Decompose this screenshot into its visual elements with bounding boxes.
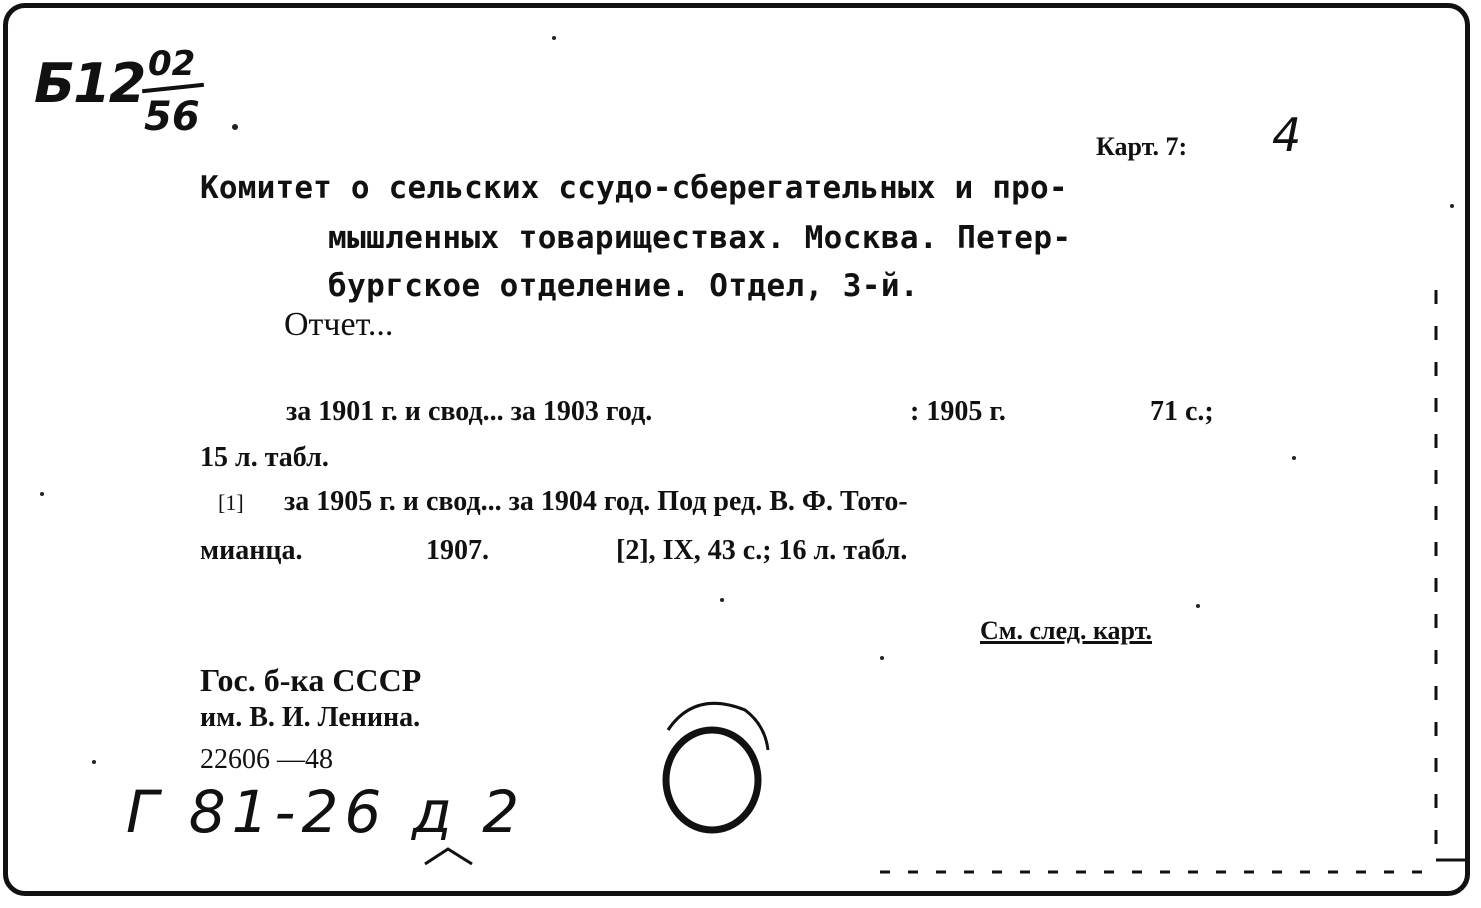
margin-dashed-line (1410, 0, 1470, 900)
heading-line-1: Комитет о сельских ссудо-сберегательных и про- (200, 170, 1068, 206)
bottom-dashed-line (880, 862, 1480, 882)
library-line-3: 22606 —48 (200, 744, 333, 775)
entry-2-line-2a: мианца. (200, 535, 303, 566)
card-number-label: Карт. 7: (1096, 132, 1188, 161)
handwritten-catalog-code: Г 81-26 д 2 (126, 778, 526, 846)
heading-title: Отчет... (284, 306, 394, 343)
entry-1-line-1a: за 1901 г. и свод... за 1903 год. (286, 396, 653, 427)
entry-1-line-1c: 71 с.; (1150, 396, 1214, 427)
shelfmark-denominator: 56 (144, 94, 200, 140)
entry-1-line-2: 15 л. табл. (200, 442, 329, 473)
shelfmark-numerator: 02 (148, 44, 196, 84)
shelfmark-base: Б12 (34, 52, 145, 115)
code-underline-mark (420, 844, 480, 874)
entry-2-line-2c: [2], IX, 43 с.; 16 л. табл. (616, 535, 908, 566)
entry-2-mark: [1] (218, 490, 244, 515)
library-line-1: Гос. б-ка СССР (200, 662, 422, 698)
entry-2-line-1: за 1905 г. и свод... за 1904 год. Под ред. В. Ф. Тото- (284, 486, 908, 517)
entry-1-line-1b: : 1905 г. (910, 396, 1006, 427)
heading-line-2: мышленных товариществах. Москва. Петер- (328, 220, 1072, 256)
card-number-handwritten: 4 (1272, 108, 1302, 162)
entry-2-line-2b: 1907. (426, 535, 489, 566)
library-line-2: им. В. И. Ленина. (200, 702, 421, 733)
punch-hole-icon (650, 690, 790, 830)
heading-line-3: бургское отделение. Отдел, 3-й. (328, 268, 919, 304)
see-next-card: См. след. карт. (980, 616, 1152, 645)
